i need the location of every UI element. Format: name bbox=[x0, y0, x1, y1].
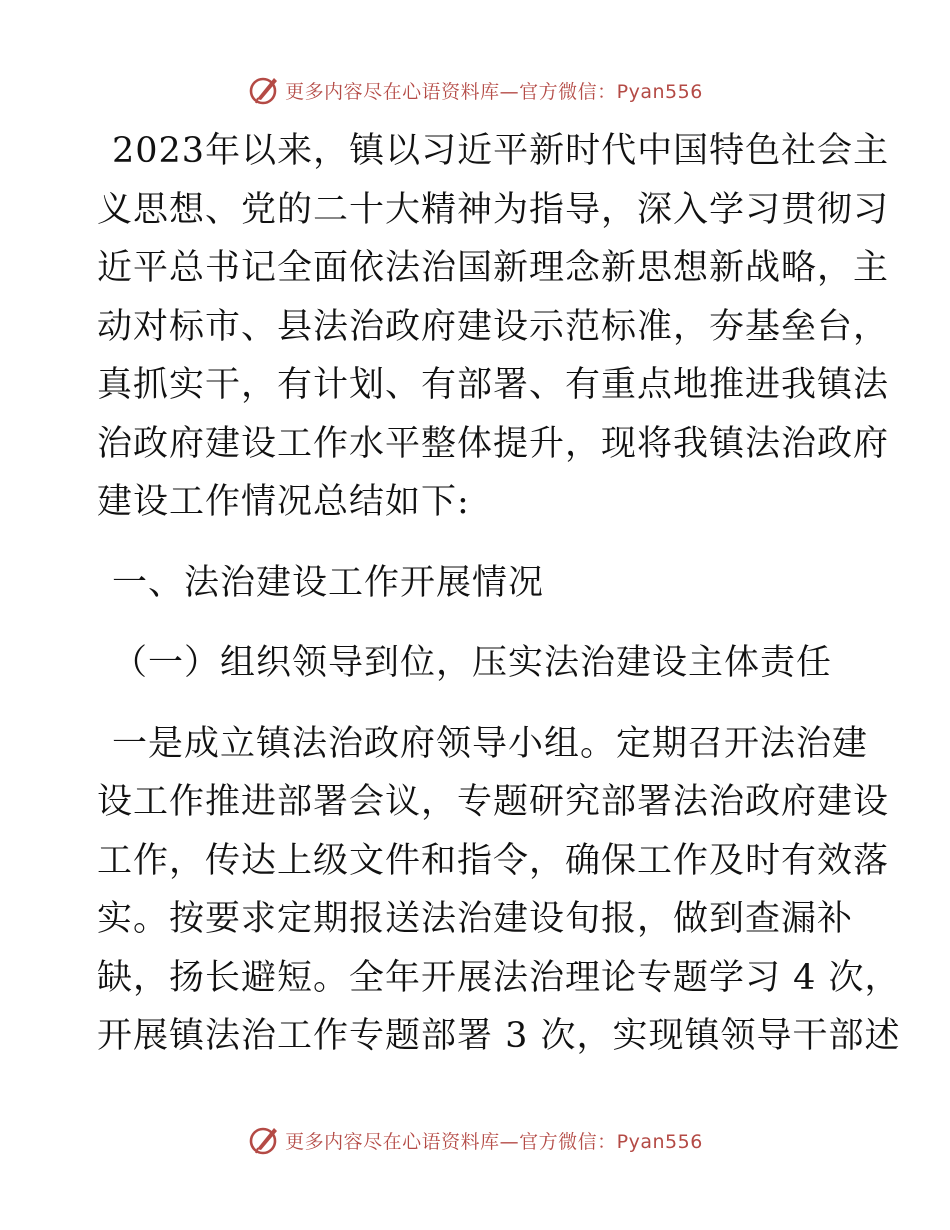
watermark-footer bbox=[0, 1120, 950, 1160]
paragraph-line: 真抓实干，有计划、有部署、有重点地推进我镇法 bbox=[97, 365, 890, 405]
paragraph-line: 实。按要求定期报送法治建设旬报，做到查漏补 bbox=[97, 899, 854, 939]
paragraph-line: 一是成立镇法治政府领导小组。定期召开法治建 bbox=[112, 723, 869, 764]
paragraph-line: 缺，扬长避短。全年开展法治理论专题学习 4 次， bbox=[97, 957, 901, 998]
paragraph-line: 工作，传达上级文件和指令，确保工作及时有效落 bbox=[97, 840, 890, 881]
paragraph-line: 治政府建设工作水平整体提升，现将我镇法治政府 bbox=[97, 423, 890, 464]
paragraph-line: 建设工作情况总结如下: bbox=[97, 482, 470, 522]
watermark-text: 更多内容尽在心语资料库—官方微信：Pyan556 bbox=[285, 80, 703, 103]
section-heading: 一、法治建设工作开展情况 bbox=[112, 562, 545, 603]
paragraph-line: 设工作推进部署会议，专题研究部署法治政府建设 bbox=[97, 782, 890, 822]
quill-pen-circle-icon bbox=[247, 1123, 281, 1157]
paragraph-line: 动对标市、县法治政府建设示范标准，夯基垒台， bbox=[97, 306, 890, 347]
document-body bbox=[97, 122, 901, 1066]
watermark-text: 更多内容尽在心语资料库—官方微信：Pyan556 bbox=[285, 1130, 703, 1153]
quill-pen-circle-icon bbox=[247, 73, 281, 107]
subsection-heading: （一）组织领导到位，压实法治建设主体责任 bbox=[112, 643, 833, 683]
paragraph-line: 2023年以来，镇以习近平新时代中国特色社会主 bbox=[112, 131, 890, 171]
intro-paragraph bbox=[97, 122, 890, 532]
paragraph-line: 开展镇法治工作专题部署 3 次，实现镇领导干部述 bbox=[97, 1016, 901, 1056]
paragraph-line: 义思想、党的二十大精神为指导，深入学习贯彻习 bbox=[97, 189, 890, 230]
watermark-header bbox=[0, 70, 950, 110]
body-paragraph bbox=[97, 715, 901, 1066]
paragraph-line: 近平总书记全面依法治国新理念新思想新战略，主 bbox=[97, 248, 890, 288]
